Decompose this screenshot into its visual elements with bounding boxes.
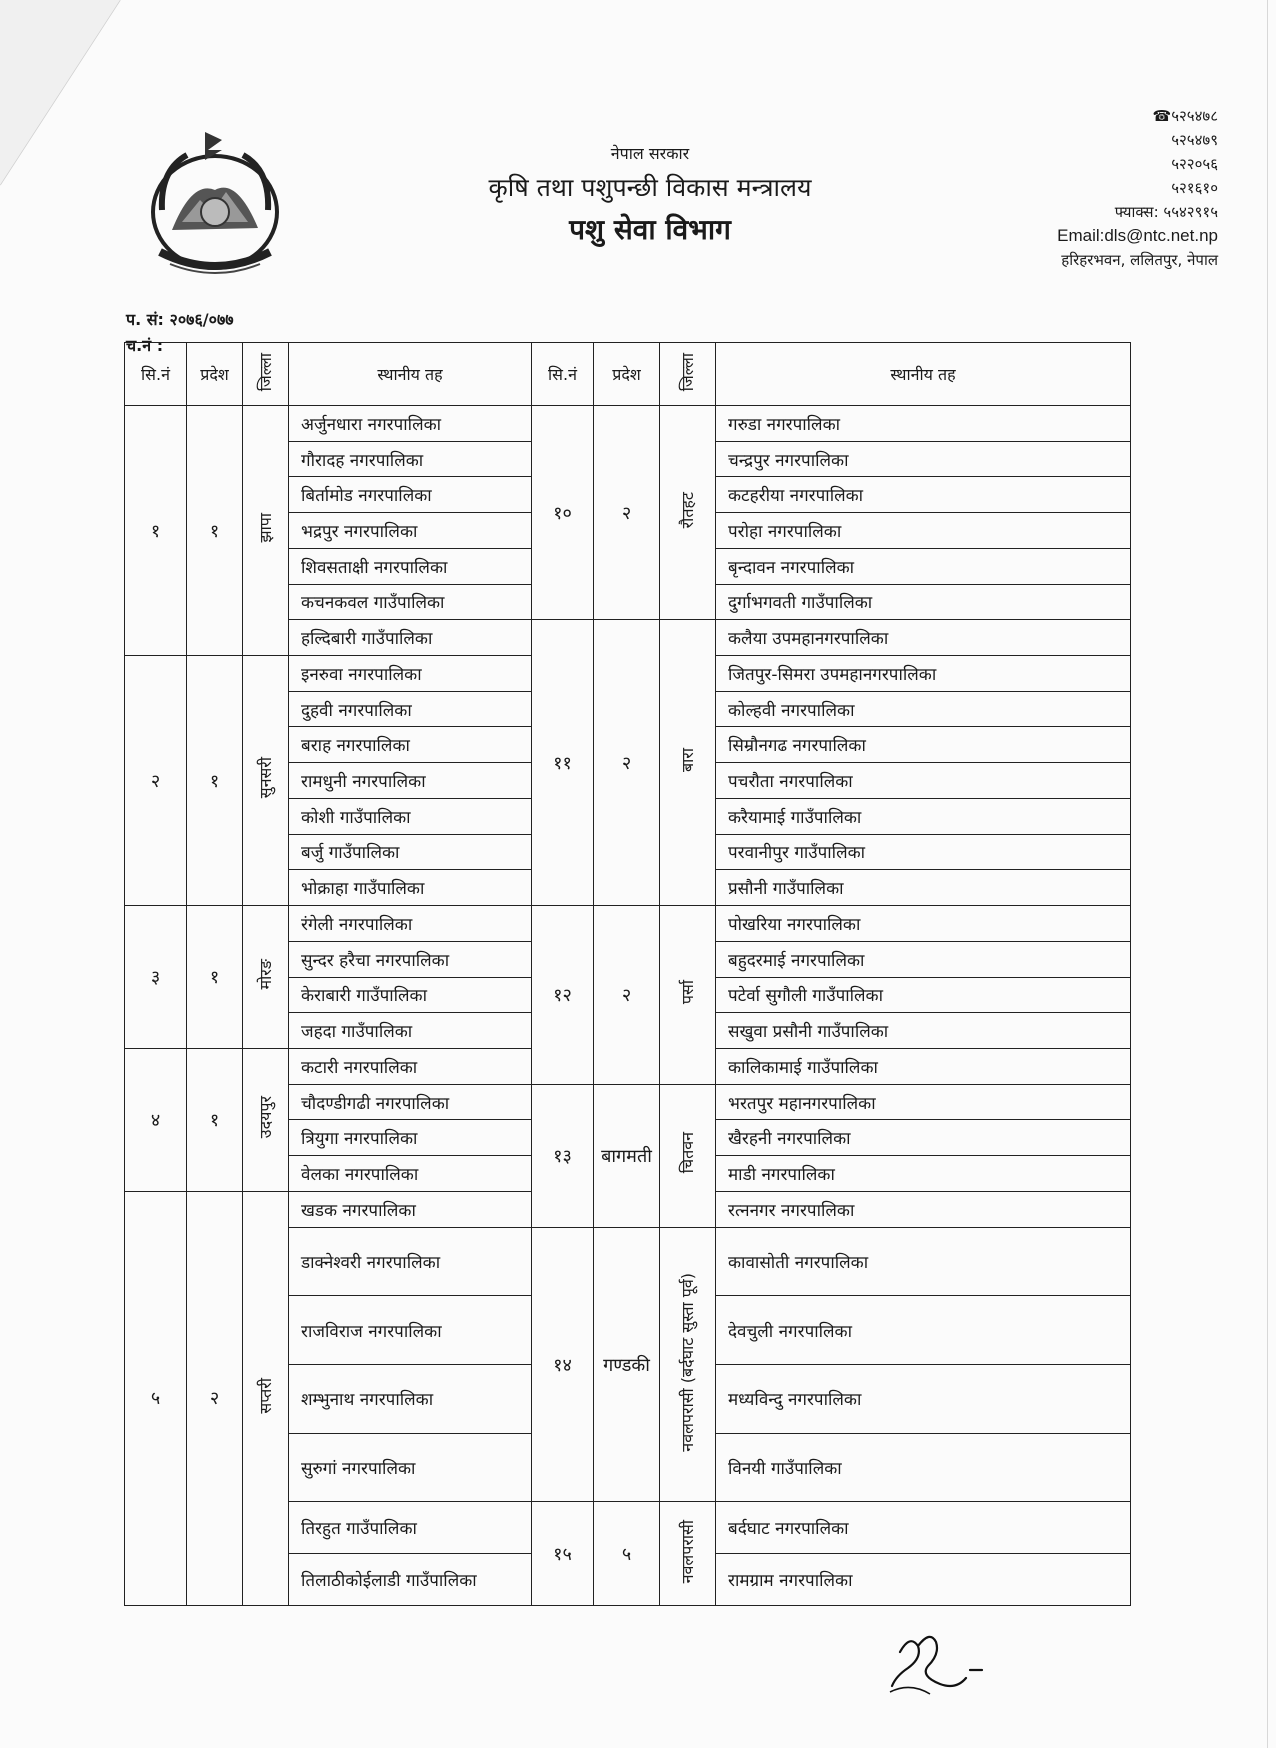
header-sn-left: सि.नं (125, 343, 187, 406)
header-local-level-right: स्थानीय तह (716, 343, 1131, 406)
right-serial-number: १५ (532, 1502, 594, 1606)
left-district: मोरङ (243, 906, 289, 1049)
left-province: २ (187, 1191, 243, 1605)
left-local-level: शिवसताक्षी नगरपालिका (289, 548, 532, 584)
right-local-level: पटेर्वा सुगौली गाउँपालिका (716, 977, 1131, 1013)
right-province: गण्डकी (594, 1227, 660, 1502)
right-local-level: गरुडा नगरपालिका (716, 406, 1131, 442)
handwritten-signature (870, 1612, 1000, 1700)
right-local-level: कालिकामाई गाउँपालिका (716, 1048, 1131, 1084)
left-local-level: कोशी गाउँपालिका (289, 798, 532, 834)
right-local-level: परवानीपुर गाउँपालिका (716, 834, 1131, 870)
right-serial-number: १३ (532, 1084, 594, 1227)
right-district: चितवन (660, 1084, 716, 1227)
left-local-level: गौरादह नगरपालिका (289, 441, 532, 477)
left-province: १ (187, 656, 243, 906)
left-serial-number: ३ (125, 906, 187, 1049)
left-local-level: रामधुनी नगरपालिका (289, 763, 532, 799)
right-local-level: सखुवा प्रसौनी गाउँपालिका (716, 1013, 1131, 1049)
left-province: १ (187, 1048, 243, 1191)
nepal-government-emblem (142, 120, 288, 280)
left-local-level: खडक नगरपालिका (289, 1191, 532, 1227)
right-serial-number: १० (532, 406, 594, 620)
left-district: उदयपुर (243, 1048, 289, 1191)
right-local-level: पचरौता नगरपालिका (716, 763, 1131, 799)
table-row (125, 406, 1131, 442)
right-serial-number: १४ (532, 1227, 594, 1502)
left-local-level: बिर्तामोड नगरपालिका (289, 477, 532, 513)
left-local-level: तिलाठीकोईलाडी गाउँपालिका (289, 1554, 532, 1606)
right-local-level: कोल्हवी नगरपालिका (716, 691, 1131, 727)
government-name: नेपाल सरकार (610, 144, 690, 163)
right-local-level: बहुदरमाई नगरपालिका (716, 941, 1131, 977)
left-serial-number: २ (125, 656, 187, 906)
phone-line-1: ☎५२५४७८ (1152, 107, 1218, 125)
left-local-level: भोक्राहा गाउँपालिका (289, 870, 532, 906)
right-serial-number: ११ (532, 620, 594, 906)
table-header-row (125, 343, 1131, 406)
right-district: पर्सा (660, 906, 716, 1085)
left-local-level: कचनकवल गाउँपालिका (289, 584, 532, 620)
left-local-level: हल्दिबारी गाउँपालिका (289, 620, 532, 656)
left-local-level: बर्जु गाउँपालिका (289, 834, 532, 870)
contact-block (1057, 104, 1218, 272)
left-serial-number: १ (125, 406, 187, 656)
header-local-level-left: स्थानीय तह (289, 343, 532, 406)
chalani-number: च.नं : (126, 336, 164, 355)
right-local-level: खैरहनी नगरपालिका (716, 1120, 1131, 1156)
email-line: Email:dls@ntc.net.np (1057, 226, 1218, 245)
letterhead (380, 142, 920, 248)
department-name: पशु सेवा विभाग (569, 213, 731, 246)
right-province: २ (594, 620, 660, 906)
left-local-level: दुहवी नगरपालिका (289, 691, 532, 727)
right-local-level: परोहा नगरपालिका (716, 513, 1131, 549)
left-local-level: जहदा गाउँपालिका (289, 1013, 532, 1049)
right-local-level: प्रसौनी गाउँपालिका (716, 870, 1131, 906)
right-local-level: कावासोती नगरपालिका (716, 1227, 1131, 1296)
left-local-level: कटारी नगरपालिका (289, 1048, 532, 1084)
left-local-level: इनरुवा नगरपालिका (289, 656, 532, 692)
right-local-level: कलैया उपमहानगरपालिका (716, 620, 1131, 656)
right-local-level: माडी नगरपालिका (716, 1156, 1131, 1192)
right-local-level: चन्द्रपुर नगरपालिका (716, 441, 1131, 477)
right-local-level: करैयामाई गाउँपालिका (716, 798, 1131, 834)
local-levels-table (124, 342, 1131, 1606)
right-local-level: पोखरिया नगरपालिका (716, 906, 1131, 942)
right-local-level: विनयी गाउँपालिका (716, 1433, 1131, 1502)
left-serial-number: ५ (125, 1191, 187, 1605)
header-province-right: प्रदेश (594, 343, 660, 406)
left-serial-number: ४ (125, 1048, 187, 1191)
right-district: नवलपरासी (660, 1502, 716, 1606)
table-row (125, 906, 1131, 942)
phone-line-3: ५२२०५६ (1171, 155, 1218, 173)
header-district-right: जिल्ला (660, 343, 716, 406)
left-local-level: केराबारी गाउँपालिका (289, 977, 532, 1013)
right-local-level: दुर्गाभगवती गाउँपालिका (716, 584, 1131, 620)
right-local-level: जितपुर-सिमरा उपमहानगरपालिका (716, 656, 1131, 692)
header-province-left: प्रदेश (187, 343, 243, 406)
right-local-level: भरतपुर महानगरपालिका (716, 1084, 1131, 1120)
left-local-level: चौदण्डीगढी नगरपालिका (289, 1084, 532, 1120)
left-local-level: राजविराज नगरपालिका (289, 1296, 532, 1365)
left-district: सप्तरी (243, 1191, 289, 1605)
left-local-level: त्रियुगा नगरपालिका (289, 1120, 532, 1156)
header-district-left: जिल्ला (243, 343, 289, 406)
left-local-level: डाक्नेश्वरी नगरपालिका (289, 1227, 532, 1296)
right-province: बागमती (594, 1084, 660, 1227)
left-local-level: बराह नगरपालिका (289, 727, 532, 763)
left-local-level: भद्रपुर नगरपालिका (289, 513, 532, 549)
right-local-level: देवचुली नगरपालिका (716, 1296, 1131, 1365)
right-local-level: कटहरीया नगरपालिका (716, 477, 1131, 513)
right-local-level: रामग्राम नगरपालिका (716, 1554, 1131, 1606)
right-local-level: बर्दघाट नगरपालिका (716, 1502, 1131, 1554)
right-province: ५ (594, 1502, 660, 1606)
right-district: बारा (660, 620, 716, 906)
right-local-level: बृन्दावन नगरपालिका (716, 548, 1131, 584)
right-local-level: सिम्रौनगढ नगरपालिका (716, 727, 1131, 763)
ministry-name: कृषि तथा पशुपन्छी विकास मन्त्रालय (488, 173, 812, 202)
right-local-level: मध्यविन्दु नगरपालिका (716, 1365, 1131, 1434)
left-local-level: शम्भुनाथ नगरपालिका (289, 1365, 532, 1434)
left-province: १ (187, 406, 243, 656)
right-district: नवलपरासी (बर्दघाट सुस्ता पूर्व) (660, 1227, 716, 1502)
page-edge (1267, 0, 1268, 1748)
patra-sankhya: प. सं: २०७६/०७७ (126, 310, 234, 329)
fax-line: फ्याक्स: ५५४२९१५ (1114, 203, 1218, 221)
left-local-level: रंगेली नगरपालिका (289, 906, 532, 942)
right-local-level: रत्ननगर नगरपालिका (716, 1191, 1131, 1227)
header-sn-right: सि.नं (532, 343, 594, 406)
phone-line-2: ५२५४७९ (1171, 131, 1218, 149)
left-local-level: तिरहुत गाउँपालिका (289, 1502, 532, 1554)
left-local-level: सुरुगां नगरपालिका (289, 1433, 532, 1502)
left-local-level: अर्जुनधारा नगरपालिका (289, 406, 532, 442)
address-line: हरिहरभवन, ललितपुर, नेपाल (1061, 251, 1218, 269)
left-province: १ (187, 906, 243, 1049)
left-district: झापा (243, 406, 289, 656)
right-province: २ (594, 406, 660, 620)
left-local-level: वेलका नगरपालिका (289, 1156, 532, 1192)
right-district: रौतहट (660, 406, 716, 620)
telephone-icon: ☎ (1152, 107, 1172, 125)
right-serial-number: १२ (532, 906, 594, 1085)
right-province: २ (594, 906, 660, 1085)
left-local-level: सुन्दर हरैचा नगरपालिका (289, 941, 532, 977)
left-district: सुनसरी (243, 656, 289, 906)
phone-line-4: ५२१६१० (1171, 179, 1218, 197)
